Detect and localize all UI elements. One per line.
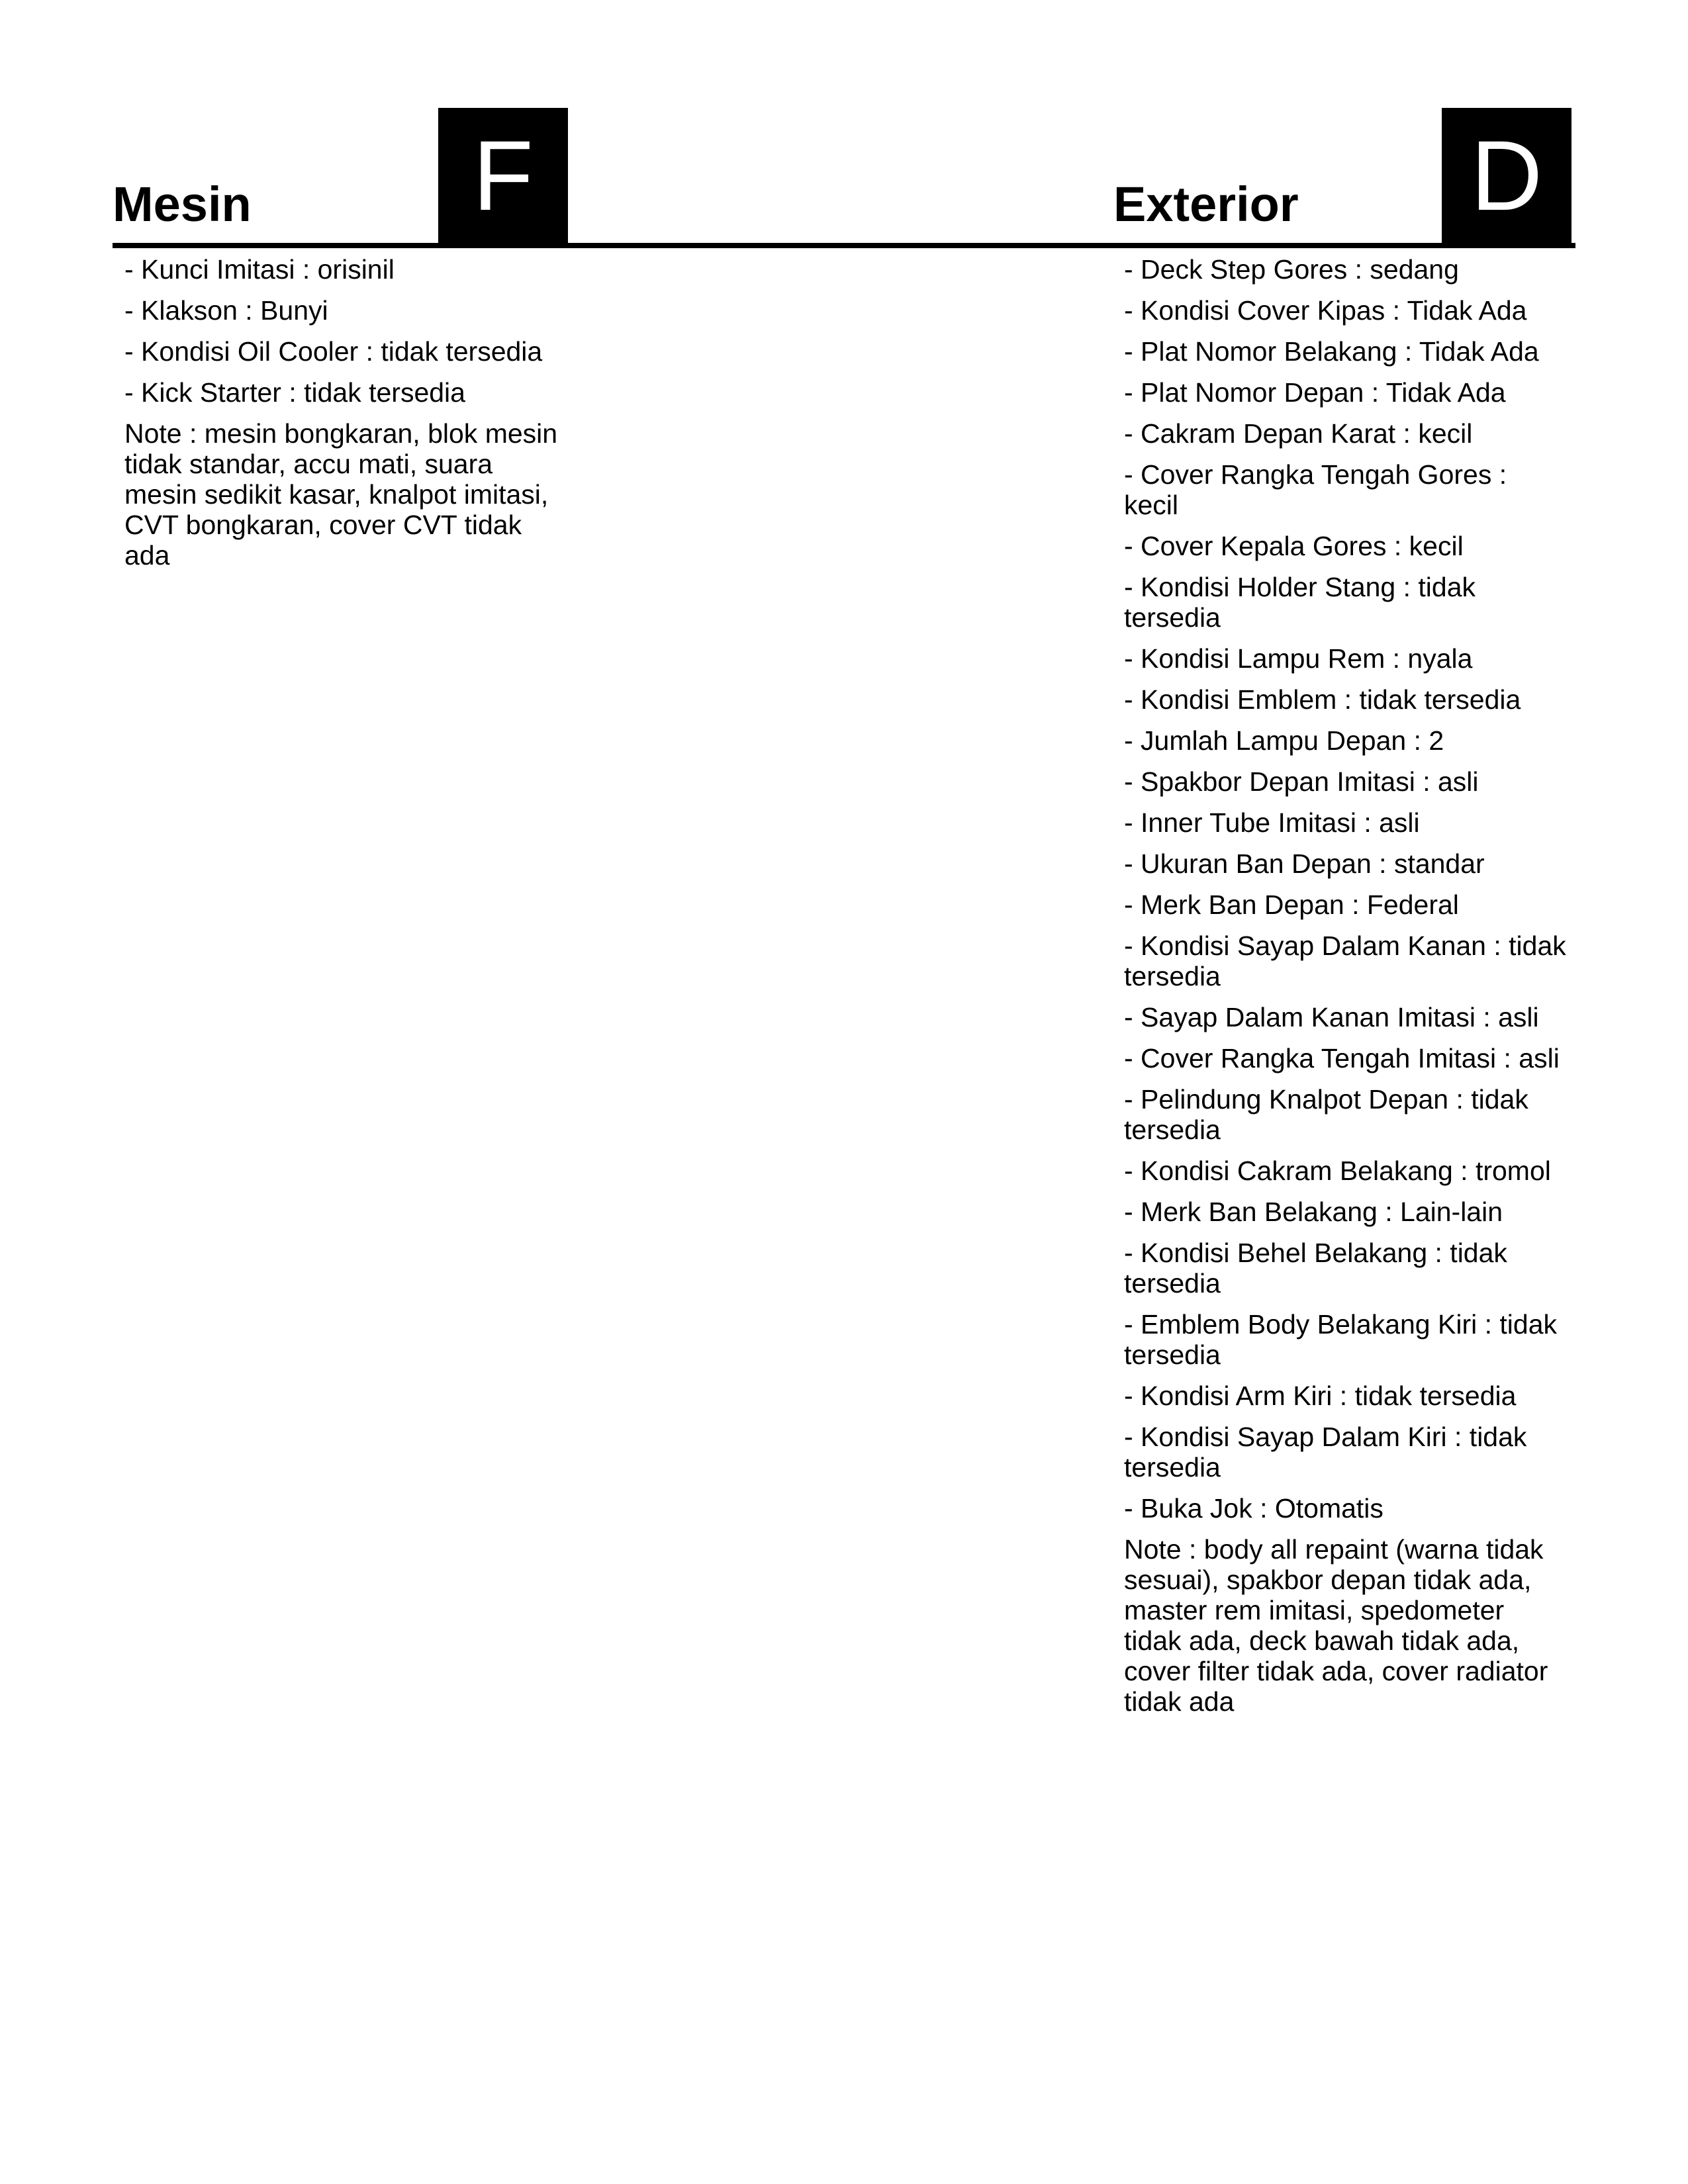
list-item: - Kunci Imitasi : orisinil bbox=[124, 254, 395, 285]
list-item: - Kick Starter : tidak tersedia bbox=[124, 377, 465, 408]
list-item: - Kondisi Behel Belakang : tidak tersedia bbox=[1124, 1238, 1507, 1298]
list-item: - Cover Rangka Tengah Gores : kecil bbox=[1124, 459, 1507, 520]
list-item: - Kondisi Sayap Dalam Kiri : tidak tersedia bbox=[1124, 1422, 1527, 1482]
list-item: - Cover Kepala Gores : kecil bbox=[1124, 531, 1464, 561]
mesin-details-list bbox=[124, 254, 568, 581]
mesin-grade-badge: F bbox=[438, 108, 568, 243]
list-item: - Emblem Body Belakang Kiri : tidak tersedia bbox=[1124, 1309, 1557, 1370]
exterior-section-title: Exterior bbox=[1113, 177, 1299, 232]
list-item: - Klakson : Bunyi bbox=[124, 295, 328, 326]
list-item: - Cakram Depan Karat : kecil bbox=[1124, 418, 1473, 449]
exterior-note: Note : body all repaint (warna tidak sesuai), spakbor depan tidak ada, master rem imitasi, spedometer tidak ada, deck bawah tidak ada, cover filter tidak ada, cover radiator tidak ada bbox=[1124, 1534, 1548, 1717]
list-item: - Plat Nomor Depan : Tidak Ada bbox=[1124, 377, 1506, 408]
list-item: - Plat Nomor Belakang : Tidak Ada bbox=[1124, 336, 1539, 367]
list-item: - Ukuran Ban Depan : standar bbox=[1124, 848, 1485, 879]
list-item: - Buka Jok : Otomatis bbox=[1124, 1493, 1383, 1524]
list-item: - Pelindung Knalpot Depan : tidak tersedia bbox=[1124, 1084, 1528, 1145]
list-item: - Kondisi Cakram Belakang : tromol bbox=[1124, 1156, 1551, 1186]
list-item: - Jumlah Lampu Depan : 2 bbox=[1124, 725, 1444, 756]
list-item: - Kondisi Lampu Rem : nyala bbox=[1124, 643, 1473, 674]
list-item: - Deck Step Gores : sedang bbox=[1124, 254, 1459, 285]
mesin-section-title: Mesin bbox=[113, 177, 252, 232]
list-item: - Sayap Dalam Kanan Imitasi : asli bbox=[1124, 1002, 1539, 1032]
list-item: - Cover Rangka Tengah Imitasi : asli bbox=[1124, 1043, 1560, 1073]
exterior-details-list bbox=[1124, 254, 1568, 1727]
header-divider bbox=[113, 243, 1575, 248]
exterior-grade-badge: D bbox=[1442, 108, 1571, 243]
list-item: - Kondisi Holder Stang : tidak tersedia bbox=[1124, 572, 1476, 633]
list-item: - Kondisi Oil Cooler : tidak tersedia bbox=[124, 336, 543, 367]
list-item: - Inner Tube Imitasi : asli bbox=[1124, 807, 1420, 838]
list-item: - Kondisi Sayap Dalam Kanan : tidak tersedia bbox=[1124, 931, 1566, 991]
list-item: - Merk Ban Depan : Federal bbox=[1124, 889, 1459, 920]
list-item: - Kondisi Arm Kiri : tidak tersedia bbox=[1124, 1381, 1517, 1411]
mesin-note: Note : mesin bongkaran, blok mesin tidak standar, accu mati, suara mesin sedikit kasar, knalpot imitasi, CVT bongkaran, cover CVT tidak ada bbox=[124, 418, 558, 570]
list-item: - Kondisi Cover Kipas : Tidak Ada bbox=[1124, 295, 1527, 326]
list-item: - Spakbor Depan Imitasi : asli bbox=[1124, 766, 1479, 797]
list-item: - Merk Ban Belakang : Lain-lain bbox=[1124, 1197, 1503, 1227]
list-item: - Kondisi Emblem : tidak tersedia bbox=[1124, 684, 1521, 715]
